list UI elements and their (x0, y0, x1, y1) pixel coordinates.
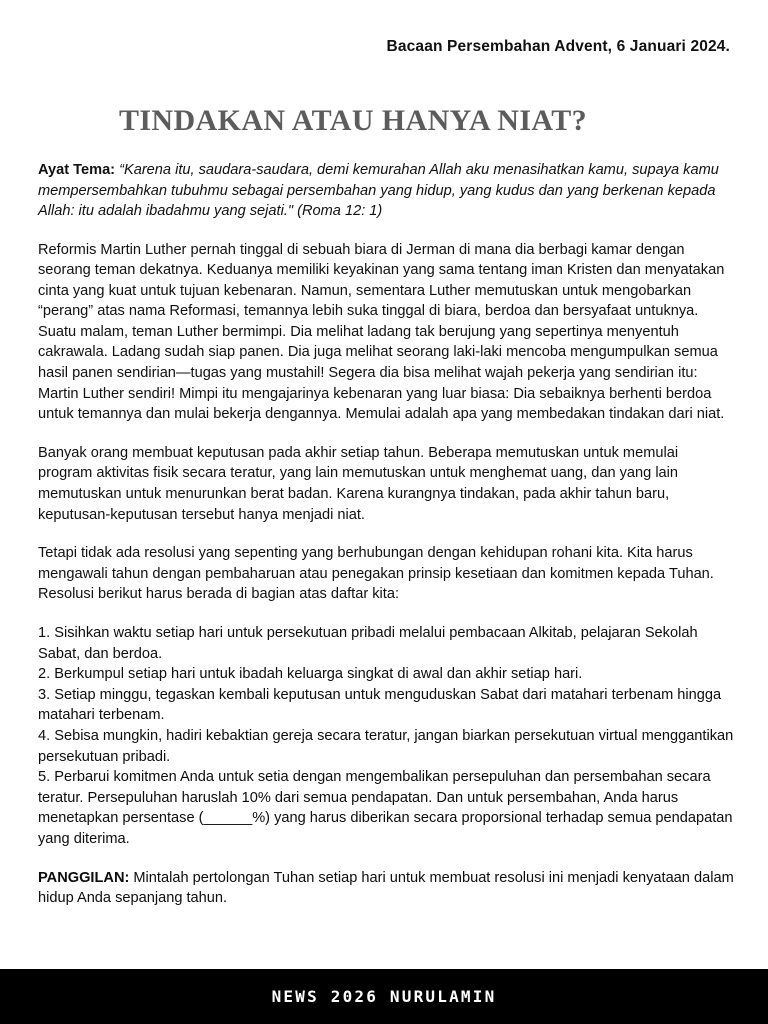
theme-verse (38, 160, 734, 222)
body-paragraph-1: Reformis Martin Luther pernah tinggal di sebuah biara di Jerman di mana dia berbagi kamar dengan seorang teman dekatnya. Keduanya memiliki keyakinan yang sama tentang iman Kristen dan menyatakan cinta yang kuat untuk tujuan kebenaran. Namun, sementara Luther memutuskan untuk mengobarkan “perang” atas nama Reformasi, temannya lebih suka tinggal di biara, berdoa dan bersyafaat untuknya. Suatu malam, teman Luther bermimpi. Dia melihat ladang tak berujung yang sepertinya menyentuh cakrawala. Ladang sudah siap panen. Dia juga melihat seorang laki-laki mencoba mengumpulkan semua hasil panen sendirian—tugas yang mustahil! Segera dia bisa melihat wajah pekerja yang sendirian itu: Martin Luther sendiri! Mimpi itu mengajarinya kebenaran yang luar biasa: Dia sebaiknya berhenti berdoa untuk temannya dan mulai bekerja dengannya. Memulai adalah apa yang membedakan tindakan dari niat. (38, 241, 725, 423)
footer-bar (0, 969, 768, 1024)
resolution-list (38, 623, 734, 850)
list-item: 2. Berkumpul setiap hari untuk ibadah keluarga singkat di awal dan akhir setiap hari. (38, 666, 583, 683)
theme-verse-text: “Karena itu, saudara-saudara, demi kemurahan Allah aku menasihatkan kamu, supaya kamu mempersembahkan tubuhmu sebagai persembahan yang hidup, yang kudus dan yang berkenan kepada Allah: itu adalah ibadahmu yang sejati." (Roma 12: 1) (38, 162, 719, 219)
list-item: 3. Setiap minggu, tegaskan kembali keputusan untuk menguduskan Sabat dari matahari terbenam hingga matahari terbenam. (38, 686, 722, 724)
call-to-action-text: Mintalah pertolongan Tuhan setiap hari untuk membuat resolusi ini menjadi kenyataan dalam hidup Anda sepanjang tahun. (38, 869, 734, 907)
document-body (38, 160, 734, 909)
page-title: TINDAKAN ATAU HANYA NIAT? (118, 104, 588, 138)
list-item: 5. Perbarui komitmen Anda untuk setia dengan mengembalikan persepuluhan dan persembahan secara teratur. Persepuluhan haruslah 10% dari semua pendapatan. Dan untuk persembahan, Anda harus menetapkan persentase (______%) yang harus diberikan secara proporsional terhadap semua pendapatan yang diterima. (38, 769, 733, 847)
theme-verse-label: Ayat Tema: (38, 162, 116, 178)
body-paragraph-3: Tetapi tidak ada resolusi yang sepenting yang berhubungan dengan kehidupan rohani kita. Kita harus mengawali tahun dengan pembaharuan atau penegakan prinsip kesetiaan dan komitmen kepada Tuhan. Resolusi berikut harus berada di bagian atas daftar kita: (38, 545, 714, 603)
body-paragraph-2: Banyak orang membuat keputusan pada akhir setiap tahun. Beberapa memutuskan untuk memulai program aktivitas fisik secara teratur, yang lain memutuskan untuk menghemat uang, dan yang lain memutuskan untuk menurunkan berat badan. Karena kurangnya tindakan, pada akhir tahun baru, keputusan-keputusan tersebut hanya menjadi niat. (38, 444, 679, 523)
list-item: 4. Sebisa mungkin, hadiri kebaktian gereja secara teratur, jangan biarkan persekutuan virtual menggantikan persekutuan pribadi. (38, 727, 734, 765)
footer-watermark-text: NEWS 2026 NURULAMIN (271, 987, 497, 1006)
call-to-action (38, 868, 734, 909)
document-header-line: Bacaan Persembahan Advent, 6 Januari 2024. (386, 38, 730, 55)
list-item: 1. Sisihkan waktu setiap hari untuk persekutuan pribadi melalui pembacaan Alkitab, pelajaran Sekolah Sabat, dan berdoa. (38, 625, 698, 662)
call-to-action-label: PANGGILAN: (38, 869, 130, 886)
